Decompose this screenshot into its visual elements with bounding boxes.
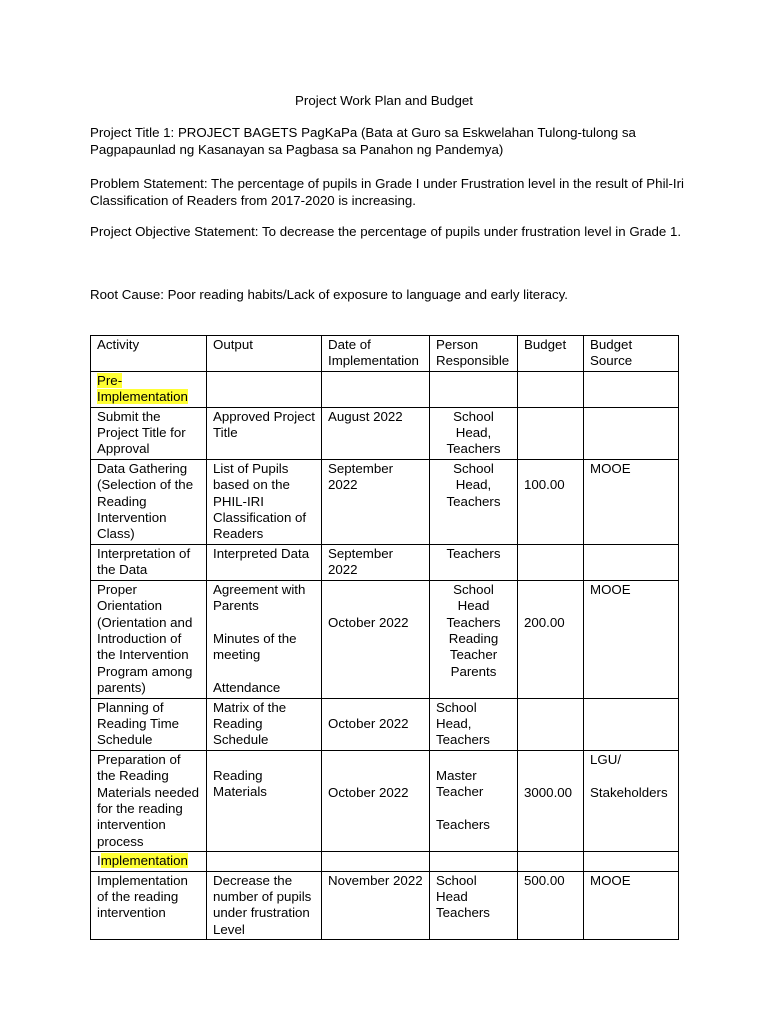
cell-date: August 2022	[322, 407, 430, 459]
work-plan-table	[90, 335, 679, 940]
section-row-pre-implementation	[91, 371, 679, 407]
cell-date: September 2022	[322, 544, 430, 580]
cell-budget: 100.00	[518, 459, 584, 544]
output-line: Minutes of the meeting	[213, 630, 297, 663]
cell-person: School Head Teachers Reading Teacher Parents	[430, 580, 518, 698]
cell-source	[584, 544, 679, 580]
table-row	[91, 407, 679, 459]
header-budget: Budget	[518, 336, 584, 372]
output-line: Agreement with Parents	[213, 581, 306, 614]
table-row	[91, 580, 679, 698]
cell-person: School Head, Teachers	[430, 407, 518, 459]
cell-output: Approved Project Title	[207, 407, 322, 459]
cell-person: Teachers	[430, 544, 518, 580]
cell-person	[430, 750, 518, 851]
project-title-text: Project Title 1: PROJECT BAGETS PagKaPa (Bata at Guro sa Eskwelahan Tulong-tulong sa Pagpapaunlad ng Kasanayan sa Pagbasa sa Panahon ng Pandemya)	[90, 125, 636, 157]
cell-date: September 2022	[322, 459, 430, 544]
root-cause-text: Root Cause: Poor reading habits/Lack of exposure to language and early literacy.	[90, 287, 568, 302]
person-line: Master Teacher	[436, 767, 484, 800]
cell-output: Interpreted Data	[207, 544, 322, 580]
section-row-implementation	[91, 852, 679, 871]
cell-source: MOOE	[584, 580, 679, 698]
header-date: Date of Implementation	[322, 336, 430, 372]
cell-date: November 2022	[322, 871, 430, 940]
cell-budget: 500.00	[518, 871, 584, 940]
cell-activity: Preparation of the Reading Materials needed for the reading intervention process	[91, 750, 207, 851]
header-source: Budget Source	[584, 336, 679, 372]
cell-person: School Head, Teachers	[430, 459, 518, 544]
cell-date: October 2022	[322, 580, 430, 698]
cell-source	[584, 698, 679, 750]
header-activity: Activity	[91, 336, 207, 372]
cell-output	[207, 580, 322, 698]
cell-source	[584, 407, 679, 459]
cell-output: Decrease the number of pupils under frustration Level	[207, 871, 322, 940]
table-row	[91, 459, 679, 544]
document-title: Project Work Plan and Budget	[295, 93, 473, 108]
table-header-row	[91, 336, 679, 372]
cell-activity: Proper Orientation (Orientation and Introduction of the Intervention Program among parents)	[91, 580, 207, 698]
cell-source: MOOE	[584, 871, 679, 940]
section-label-pre: Pre-Implementation	[97, 372, 188, 405]
cell-date: October 2022	[322, 750, 430, 851]
output-line: Attendance	[213, 680, 281, 696]
header-person: Person Responsible	[430, 336, 518, 372]
problem-statement-text: Problem Statement: The percentage of pupils in Grade I under Frustration level in the result of Phil-Iri Classification of Readers from 2017-2020 is increasing.	[90, 176, 684, 208]
table-row	[91, 544, 679, 580]
cell-activity: Interpretation of the Data	[91, 544, 207, 580]
cell-budget	[518, 698, 584, 750]
section-label-implementation: Implementation	[91, 852, 207, 871]
objective-statement-text: Project Objective Statement: To decrease the percentage of pupils under frustration level in Grade 1.	[90, 224, 682, 239]
cell-source	[584, 750, 679, 851]
cell-person: School Head, Teachers	[430, 698, 518, 750]
cell-budget	[518, 407, 584, 459]
cell-activity: Data Gathering (Selection of the Reading Intervention Class)	[91, 459, 207, 544]
cell-date: October 2022	[322, 698, 430, 750]
table-row	[91, 871, 679, 940]
cell-source: MOOE	[584, 459, 679, 544]
cell-person: School Head Teachers	[430, 871, 518, 940]
source-line: LGU/	[590, 751, 622, 767]
cell-budget	[518, 544, 584, 580]
cell-budget: 3000.00	[518, 750, 584, 851]
source-line: Stakeholders	[590, 784, 668, 800]
cell-budget: 200.00	[518, 580, 584, 698]
cell-activity: Implementation of the reading intervention	[91, 871, 207, 940]
cell-activity: Submit the Project Title for Approval	[91, 407, 207, 459]
header-output: Output	[207, 336, 322, 372]
person-line: Teachers	[436, 816, 490, 832]
cell-output: Reading Materials	[207, 750, 322, 851]
table-row	[91, 750, 679, 851]
cell-activity: Planning of Reading Time Schedule	[91, 698, 207, 750]
cell-output: List of Pupils based on the PHIL-IRI Classification of Readers	[207, 459, 322, 544]
table-row	[91, 698, 679, 750]
cell-output: Matrix of the Reading Schedule	[207, 698, 322, 750]
